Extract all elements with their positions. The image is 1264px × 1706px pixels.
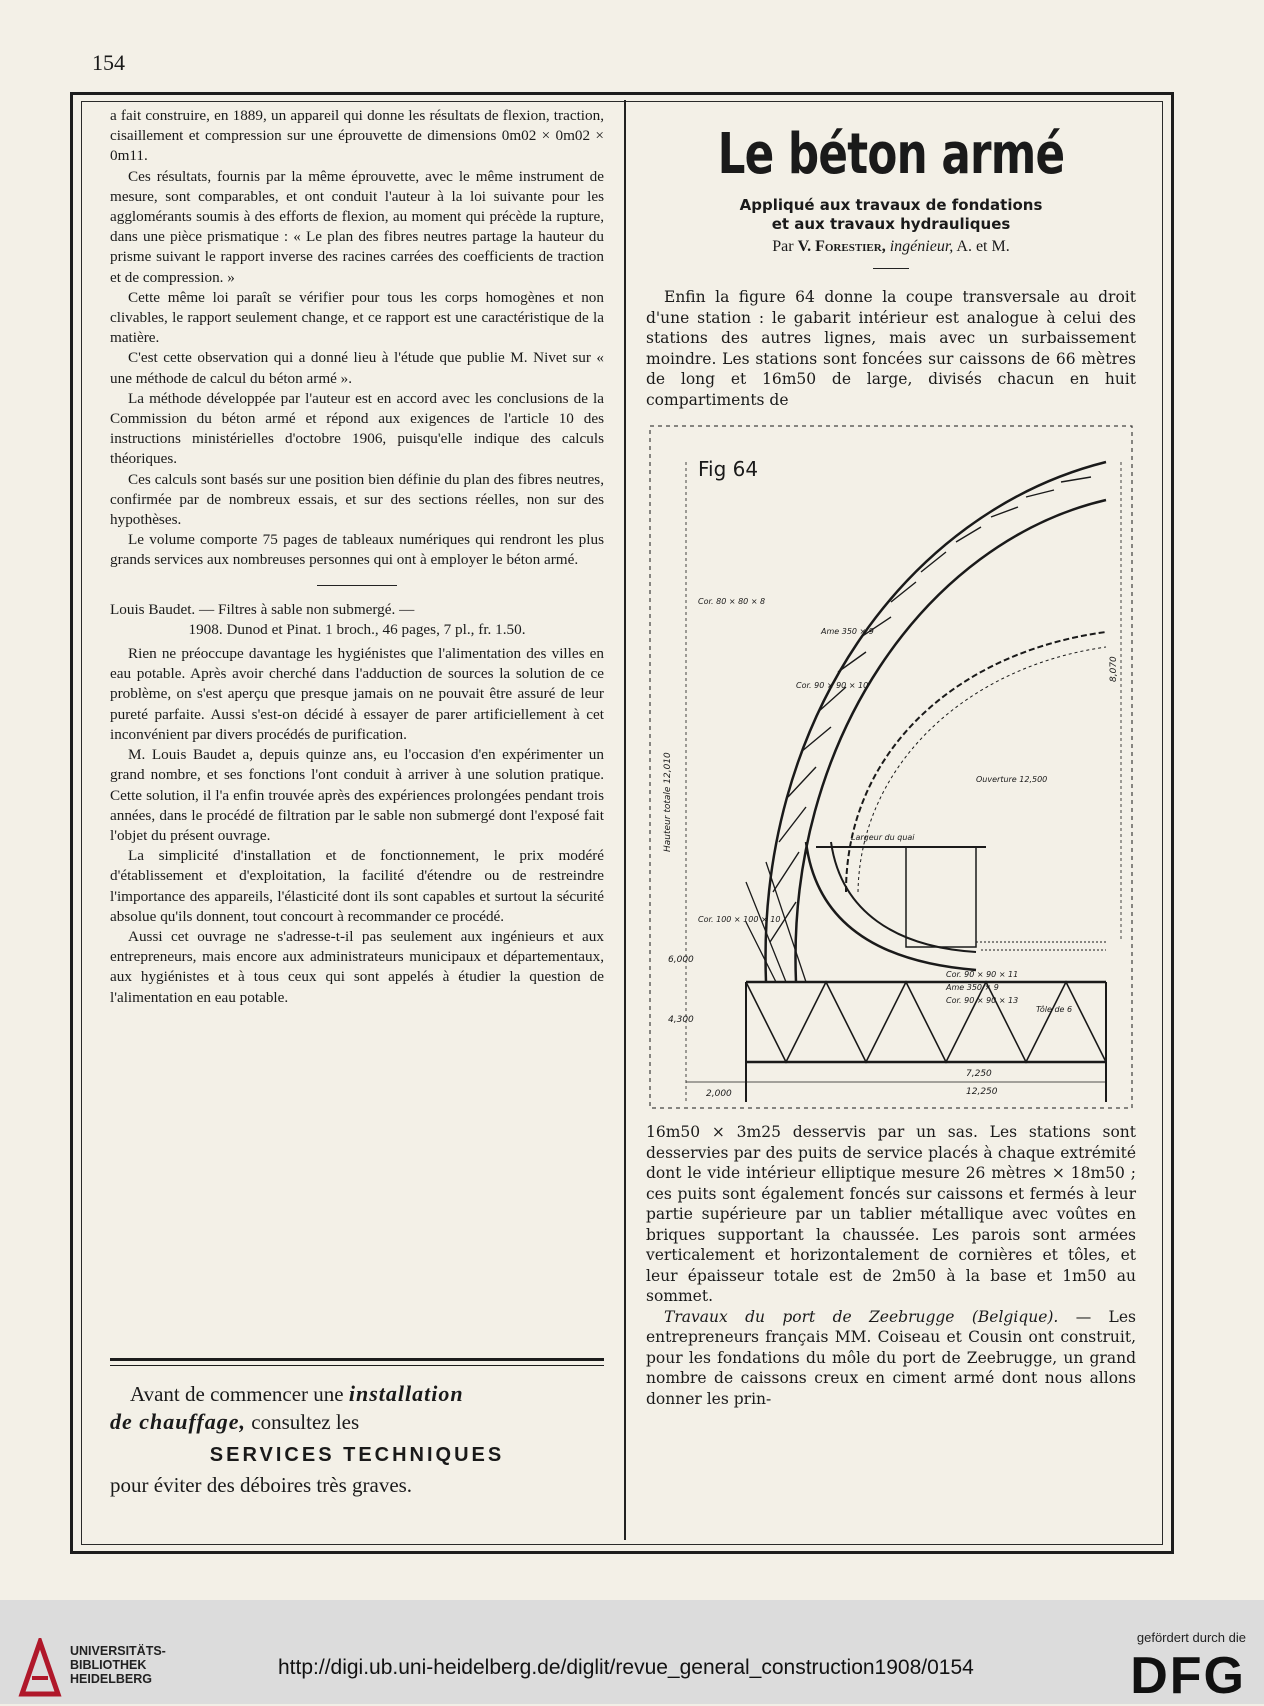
platform [906,847,976,947]
outer-arch-inner [795,500,1106,982]
right-column [646,106,1136,1409]
paragraph-text: — Les entrepreneurs français MM. Coiseau et Cousin ont construit, pour les fondations du môle du port de Zeebrugge, un grand nombre de caissons creux en ciment armé dont nous allons donner les prin- [646,1307,1136,1408]
figure-dimension: 7,250 [966,1069,992,1079]
ground-hatch [976,942,1106,950]
figure-dimension: 12,250 [966,1087,998,1097]
permalink-url[interactable]: http://digi.ub.uni-heidelberg.de/diglit/revue_general_construction1908/0154 [278,1656,974,1679]
paragraph: Enfin la figure 64 donne la coupe transversale au droit d'une station : le gabarit intérieur est analogue à celui des stations des autres lignes, mais avec un surbaissement moindre. Les stations sont foncées sur caissons de 66 mètres de long et 16m50 de large, divisés chacun en huit compartiments de [646,288,1136,409]
byline-suffix: A. et M. [956,238,1010,255]
ad-text: consultez les [251,1410,360,1434]
ad-line-4: pour éviter des déboires très graves. [110,1473,413,1497]
paragraph: Ces calculs sont basés sur une position bien définie du plan des fibres neutres, confirmée par de nombreux essais, et sur des sections réelles, non sur des hypothèses. [110,470,604,529]
ad-services: SERVICES TECHNIQUES [209,1444,505,1466]
inner-vault-line [858,647,1106,892]
paragraph: M. Louis Baudet a, depuis quinze ans, eu l'occasion d'en expérimenter un grand nombre, et ses fonctions l'ont conduit à arriver à une solution pratique. Cette solution, il l'a enfin trouvée après des expériences prolongées pendant trois années, dans le procédé de filtration par le sable non submergé dont l'exposé fait l'objet du présent ouvrage. [110,746,604,844]
figure-annotation: Ouverture 12,500 [976,775,1048,784]
paragraph: Le volume comporte 75 pages de tableaux numériques qui rendront les plus grands services aux nombreuses personnes qui ont à employer le béton armé. [110,531,604,569]
ad-rule [110,1358,604,1366]
library-name-line: BIBLIOTHEK [70,1658,147,1672]
left-column [110,106,604,1008]
library-name-line: UNIVERSITÄTS- [70,1644,166,1658]
paragraph: a fait construire, en 1889, un appareil qui donne les résultats de flexion, traction, cisaillement et compression sur une éprouvette de dimensions 0m02 × 0m02 × 0m11. [110,107,604,165]
base-verticals [746,982,1106,1102]
figure-dimension: 8,070 [1109,656,1119,682]
byline-role: ingénieur, [889,238,954,255]
paragraph: C'est cette observation qui a donné lieu à l'étude que publie M. Nivet sur « une méthode de calcul du béton armé ». [110,349,604,387]
byline-rule [873,268,909,269]
figure-annotation: Cor. 100 × 100 × 10 [698,915,781,924]
figure-dimension: 6,000 [668,955,694,965]
figure-annotation: Largeur du quai [851,833,915,842]
paragraph: Aussi cet ouvrage ne s'adresse-t-il pas seulement aux ingénieurs et aux entrepreneurs, mais encore aux administrateurs municipaux et départementaux, aux hygiénistes et à tous ceux qui sont appelés à étudier la question de l'alimentation en eau potable. [110,927,604,1006]
paragraph: Ces résultats, fournis par la même éprouvette, avec le même instrument de mesure, sont comparables, et ont conduit l'auteur à la loi suivante pour les agglomérants soumis à des efforts de flexion, au moment qui précède la rupture, dans une pièce prismatique : « Le plan des fibres neutres partage la hauteur du prisme suivant le rapport inverse des racines carrées des coefficients de traction et de compression. » [110,167,604,286]
digitization-footer [0,1600,1264,1704]
figure-64 [646,422,1136,1112]
dfg-logo: DFG [1130,1647,1246,1705]
figure-dimension: 2,000 [706,1089,732,1099]
review-details: 1908. Dunod et Pinat. 1 broch., 46 pages, 7 pl., fr. 1.50. [188,620,526,638]
article-byline [646,238,1136,256]
ad-emphasis: installation [348,1381,464,1406]
floor-curve [806,842,976,970]
ad-line-2 [110,1408,604,1436]
paragraph: Cette même loi paraît se vérifier pour tous les corps homogènes et non clivables, le rapport seulement change, et ce rapport est une caractéristique de la matière. [110,288,604,347]
article-subtitle-2: et aux travaux hydrauliques [771,215,1011,233]
review-dash: — [399,600,415,618]
truss-web [770,477,1091,942]
library-name-line: HEIDELBERG [70,1672,152,1686]
figure-annotation: Cor. 80 × 80 × 8 [698,597,766,606]
figure-annotation: Ame 350 × 9 [821,627,874,636]
outer-arch [766,462,1106,982]
article-headline: Le béton armé [717,122,1065,187]
university-library-logo-icon [18,1638,62,1698]
byline-name: V. Forestier, [797,238,886,255]
ad-emphasis: de chauffage, [110,1409,247,1434]
university-library-name [70,1644,166,1686]
cross-section-drawing [646,422,1136,1112]
funded-by-text: gefördert durch die [1136,1630,1246,1645]
paragraph: 16m50 × 3m25 desservis par un sas. Les stations sont desservies par des puits de service placés à chaque extrémité dont le vide intérieur elliptique mesure 26 mètres × 18m50 ; ces puits sont également foncés sur caissons et fermés à leur partie supérieure par un tablier métallique avec voûtes en briques supportant la chaussée. Les parois sont armées verticalement et horizontalement de cornières et tôles, et leur épaisseur totale est de 2m50 à la base et 1m50 au sommet. [646,1123,1136,1305]
review-heading [110,600,604,620]
figure-annotation: Tôle de 6 [1036,1005,1073,1014]
paragraph: La méthode développée par l'auteur est en accord avec les conclusions de la Commission du béton armé et répond aux exigences de l'article 10 des instructions ministérielles d'octobre 1906, puisqu'elle indique des calculs théoriques. [110,389,604,468]
column-divider [624,100,626,1540]
review-title: Filtres à sable non submergé. [218,600,396,618]
ad-text: Avant de commencer une [130,1382,344,1406]
article-subtitle-1: Appliqué aux travaux de fondations [739,196,1043,214]
page-number: 154 [92,50,125,75]
section-title: Travaux du port de Zeebrugge (Belgique). [664,1307,1059,1326]
floor-curve-inner [831,842,976,952]
paragraph: Rien ne préoccupe davantage les hygiénistes que l'alimentation des villes en eau potable. Après avoir cherché dans l'adduction de sources la solution de ce problème, on s'est aperçu que presque jamais on ne pouvait être assuré de leur pureté parfaite. Aussi s'est-on décidé à essayer de parer artificiellement à cet inconvénient par divers procédés de purification. [110,645,604,743]
paragraph [646,1307,1136,1410]
figure-annotation: Ame 350 × 9 [946,983,999,992]
figure-annotation: Cor. 90 × 90 × 10 [796,681,869,690]
byline-prefix: Par [772,238,794,255]
ad-line-1 [110,1380,604,1408]
section-rule [317,585,397,586]
article-body-continued [646,1122,1136,1409]
figure-label: Fig 64 [698,457,759,481]
figure-annotation: Cor. 90 × 90 × 11 [946,970,1019,979]
article-body [646,287,1136,410]
figure-dimension: 4,300 [668,1015,694,1025]
figure-annotation: Cor. 90 × 90 × 13 [946,996,1019,1005]
base-truss-web [746,982,1106,1062]
paragraph: La simplicité d'installation et de fonctionnement, le prix modéré d'établissement et d'exploitation, la facilité d'étendre ou de restreindre l'importance des appareils, l'élasticité dont ils sont capables et surtout la sécurité absolue qu'ils donnent, tout concourt à recommander ce procédé. [110,847,604,925]
advertisement [110,1358,604,1499]
figure-dimension: Hauteur totale 12,010 [663,752,673,852]
review-author: Louis Baudet. — [110,600,215,618]
